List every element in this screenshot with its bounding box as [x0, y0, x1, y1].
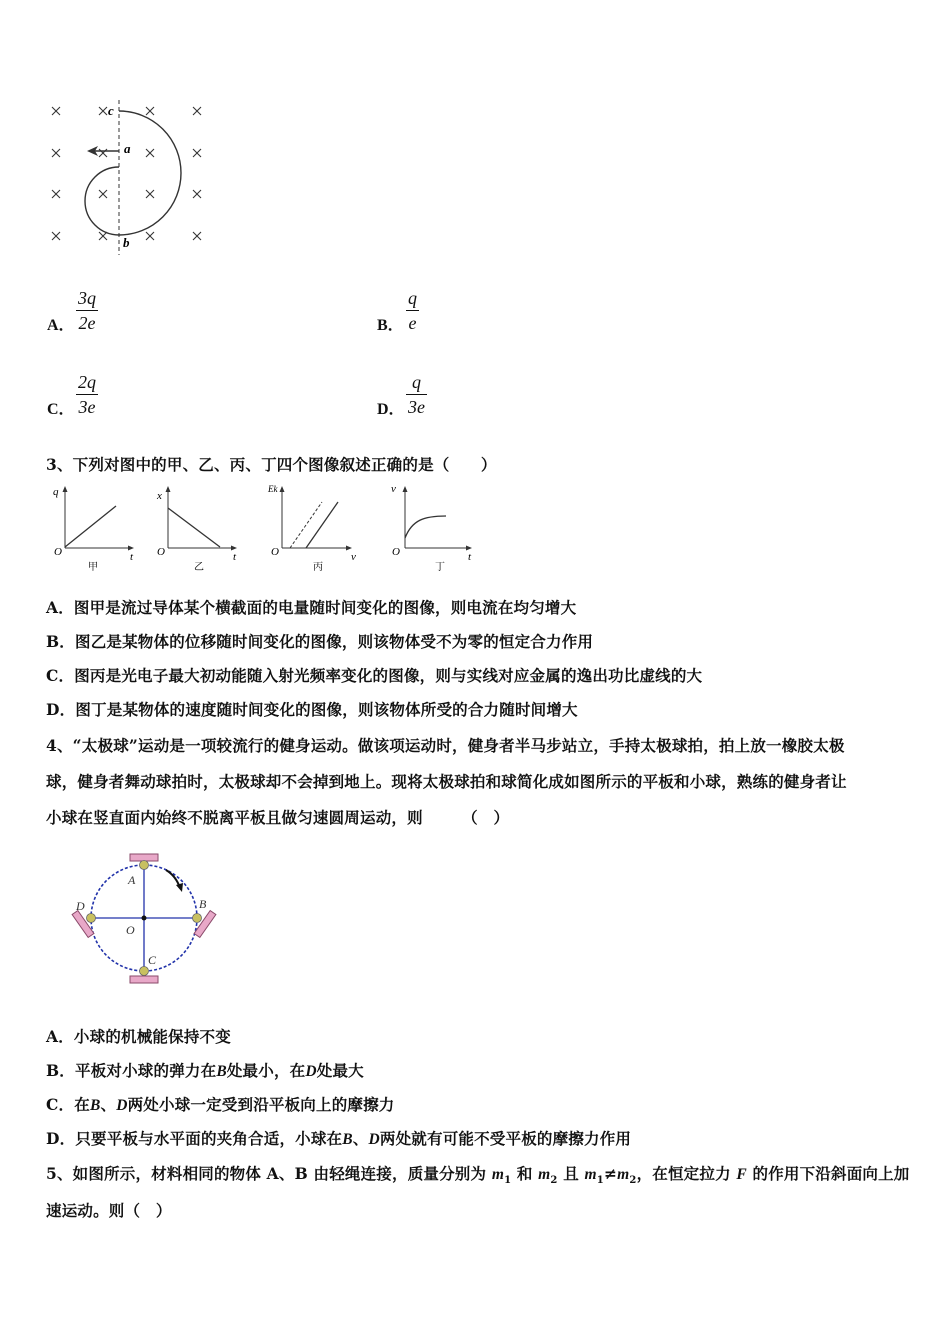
cross-mark — [52, 190, 60, 198]
q2-option-d-letter[interactable]: D． — [377, 401, 405, 418]
ball-c — [140, 967, 149, 976]
paddle-top — [130, 854, 158, 861]
q2-option-b-letter[interactable]: B． — [377, 317, 404, 334]
point-c-label: C — [148, 953, 157, 967]
graph-yi-caption: 乙 — [194, 562, 204, 573]
cross-mark — [146, 107, 154, 115]
q5-stem-line2: 速运动。则（ ） — [46, 1201, 172, 1220]
cross-mark — [193, 107, 201, 115]
taiji-ball-figure — [68, 850, 228, 990]
field-cross-marks — [52, 107, 201, 240]
q3-option-a[interactable]: A．图甲是流过导体某个横截面的电量随时间变化的图像，则电流在均匀增大 — [46, 598, 577, 617]
cross-mark — [99, 190, 107, 198]
cross-mark — [146, 232, 154, 240]
q2-option-a-letter[interactable]: A． — [47, 317, 75, 334]
ball-a — [140, 861, 149, 870]
cross-mark — [99, 149, 107, 157]
q4-stem-line2: 球，健身者舞动球拍时，太极球却不会掉到地上。现将太极球拍和球简化成如图所示的平板和小球，熟练的健身者让 — [46, 772, 847, 791]
cross-mark — [146, 149, 154, 157]
point-a-label: A — [128, 873, 136, 887]
magnetic-field-figure — [40, 95, 220, 260]
q4-option-b[interactable]: B．平板对小球的弹力在B处最小，在D处最大 — [46, 1061, 364, 1080]
q3-stem: 3、下列对图中的甲、乙、丙、丁四个图像叙述正确的是（ ） — [46, 455, 497, 474]
point-o-label: O — [126, 923, 135, 937]
q3-option-c[interactable]: C．图丙是光电子最大初动能随入射光频率变化的图像，则与实线对应金属的逸出功比虚线的大 — [46, 666, 703, 685]
graph-ding-ylabel: v — [391, 483, 396, 495]
q2-option-b-fraction: q e — [408, 288, 417, 333]
q3-option-b[interactable]: B．图乙是某物体的位移随时间变化的图像，则该物体受不为零的恒定合力作用 — [46, 632, 594, 651]
q2-option-d-fraction: q 3e — [408, 372, 425, 417]
center-point — [142, 916, 147, 921]
q3-graphs-figure — [50, 480, 490, 575]
q2-option-c-fraction: 2q 3e — [78, 372, 96, 417]
cross-mark — [193, 190, 201, 198]
graph-jia-origin: O — [54, 546, 62, 558]
graph-jia-caption: 甲 — [88, 562, 98, 573]
graph-bing — [267, 484, 356, 573]
graph-bing-ylabel: Ek — [268, 484, 278, 494]
point-b-label: B — [199, 897, 207, 911]
cross-mark — [52, 107, 60, 115]
cross-mark — [193, 149, 201, 157]
particle-trajectory — [85, 111, 181, 235]
cross-mark — [193, 232, 201, 240]
label-b: b — [123, 235, 130, 250]
q4-option-d[interactable]: D．只要平板与水平面的夹角合适，小球在B、D两处就有可能不受平板的摩擦力作用 — [46, 1129, 632, 1148]
label-c: c — [108, 103, 114, 118]
graph-yi — [156, 486, 237, 573]
graph-yi-ylabel: x — [157, 490, 162, 502]
paddle-bottom — [130, 976, 158, 983]
cross-mark — [146, 190, 154, 198]
q4-option-c[interactable]: C．在B、D两处小球一定受到沿平板向上的摩擦力 — [46, 1095, 395, 1114]
graph-bing-xlabel: ν — [351, 551, 356, 563]
graph-ding-origin: O — [392, 546, 400, 558]
graph-bing-origin: O — [271, 546, 279, 558]
ball-b — [193, 914, 202, 923]
q2-option-a-fraction: 3q 2e — [78, 288, 96, 333]
q4-option-a[interactable]: A．小球的机械能保持不变 — [46, 1027, 231, 1046]
ball-d — [87, 914, 96, 923]
graph-yi-origin: O — [157, 546, 165, 558]
label-a: a — [124, 141, 131, 156]
graph-bing-caption: 丙 — [313, 562, 323, 573]
graph-jia-xlabel: t — [130, 551, 134, 563]
graph-ding-caption: 丁 — [435, 562, 445, 573]
q5-stem-line1: 5、如图所示，材料相同的物体 A、B 由轻绳连接，质量分别为 $m_1$ 和 $m_2$ 且 $m_1\ne m_2$，在恒定拉力 F 的作用下沿斜面向上加 — [46, 1164, 910, 1187]
point-d-label: D — [76, 899, 85, 913]
cross-mark — [99, 107, 107, 115]
graph-ding — [391, 483, 472, 573]
cross-mark — [52, 149, 60, 157]
q2-option-c-letter[interactable]: C． — [47, 401, 75, 418]
q4-stem-line1: 4、“太极球”运动是一项较流行的健身运动。做该项运动时，健身者半马步站立，手持太极球拍，拍上放一橡胶太极 — [46, 736, 845, 755]
graph-ding-xlabel: t — [468, 551, 472, 563]
graph-jia — [53, 486, 134, 573]
cross-mark — [52, 232, 60, 240]
q3-option-d[interactable]: D．图丁是某物体的速度随时间变化的图像，则该物体所受的合力随时间增大 — [46, 700, 578, 719]
q4-stem-line3: 小球在竖直面内始终不脱离平板且做匀速圆周运动，则 （ ） — [46, 808, 510, 827]
graph-jia-ylabel: q — [53, 486, 59, 498]
graph-yi-xlabel: t — [233, 551, 237, 563]
